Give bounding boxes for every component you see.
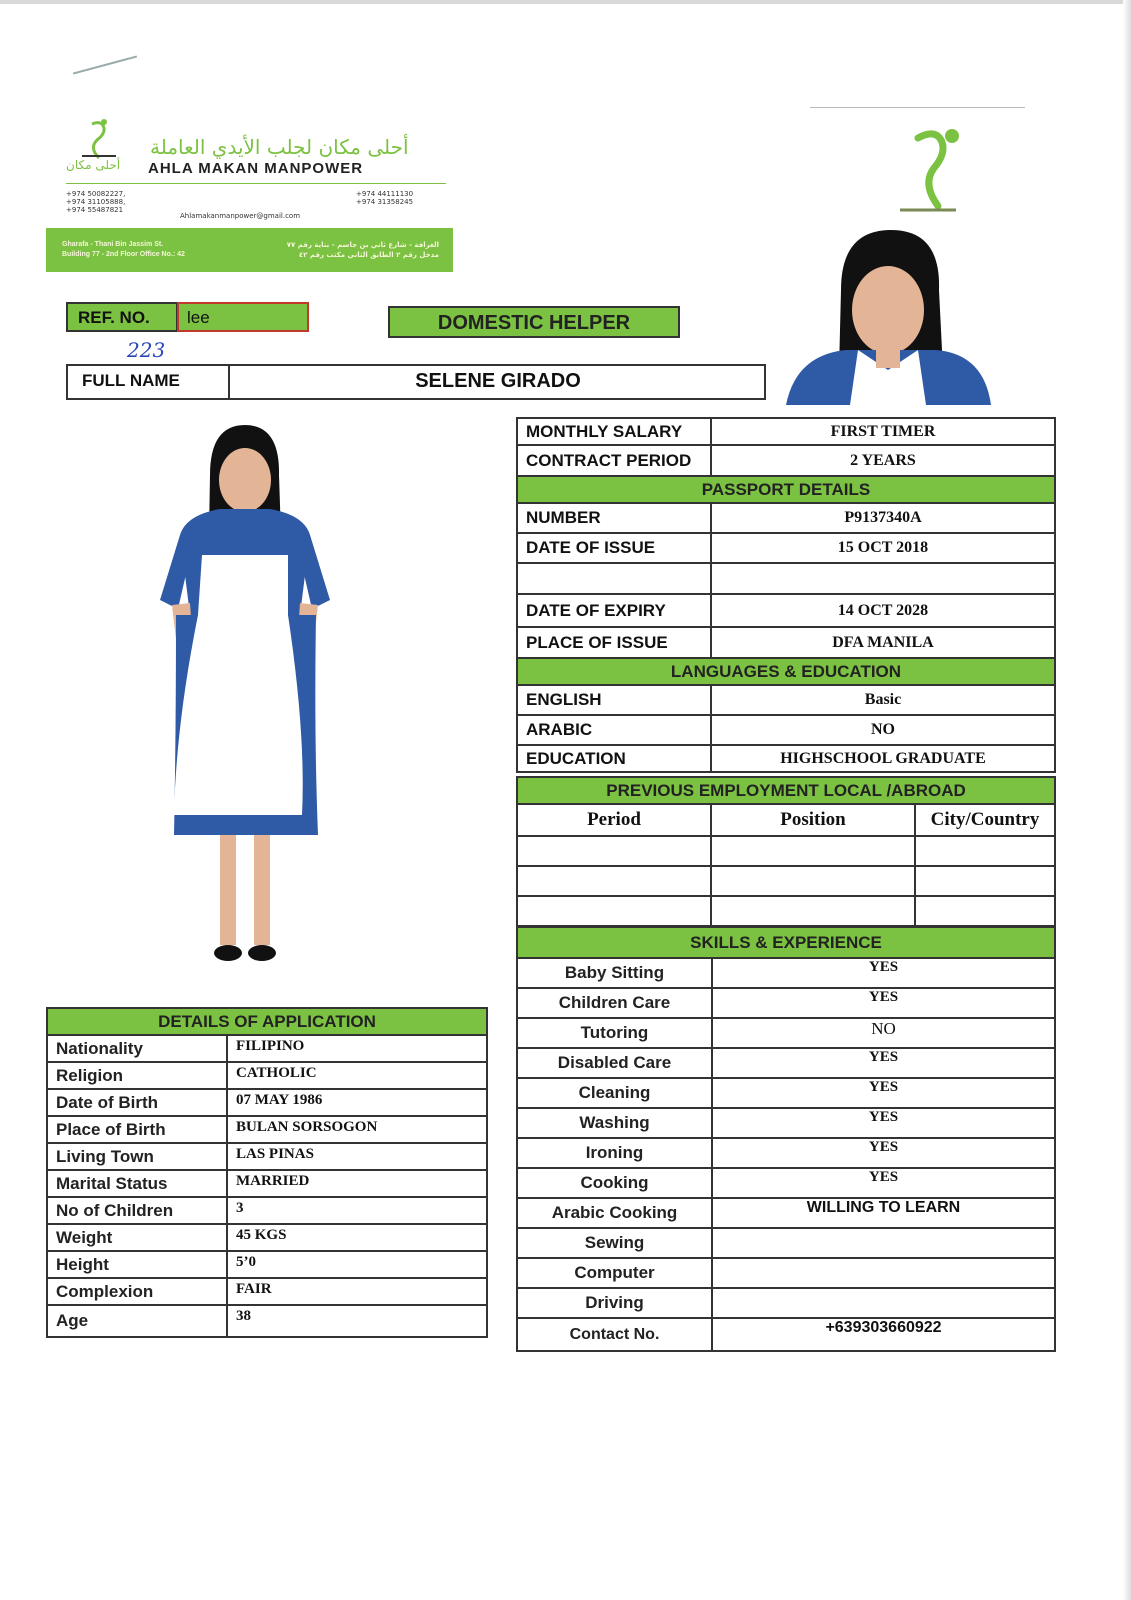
table-row xyxy=(47,1278,487,1305)
table-row xyxy=(517,715,1055,745)
table-row xyxy=(517,503,1055,533)
skill-value xyxy=(712,1228,1055,1258)
detail-value: 5’0 xyxy=(227,1251,487,1278)
empty-cell xyxy=(915,836,1055,866)
address-ar-line-1: الغرافة - شارع ثاني بن جاسم - بناية رقم ٧٧ xyxy=(286,241,439,249)
address-english xyxy=(62,240,185,260)
table-row xyxy=(517,866,1055,896)
full-name-label: FULL NAME xyxy=(82,371,180,390)
details-header: DETAILS OF APPLICATION xyxy=(47,1008,487,1035)
passport-number-value: P9137340A xyxy=(711,503,1055,533)
empty-cell xyxy=(711,866,915,896)
full-name-value: SELENE GIRADO xyxy=(415,370,581,392)
detail-label: Height xyxy=(47,1251,227,1278)
detail-value: CATHOLIC xyxy=(227,1062,487,1089)
contract-value: 2 YEARS xyxy=(711,445,1055,476)
detail-label: Marital Status xyxy=(47,1170,227,1197)
skill-label: Arabic Cooking xyxy=(517,1198,712,1228)
empty-cell xyxy=(915,866,1055,896)
table-row xyxy=(517,958,1055,988)
table-row xyxy=(517,1288,1055,1318)
education-label: EDUCATION xyxy=(517,745,711,772)
table-row xyxy=(517,745,1055,772)
table-row xyxy=(47,1116,487,1143)
company-small-arabic: أحلى مكان xyxy=(66,158,121,172)
detail-value: MARRIED xyxy=(227,1170,487,1197)
detail-label: Nationality xyxy=(47,1035,227,1062)
skill-value: YES xyxy=(712,988,1055,1018)
table-row xyxy=(517,836,1055,866)
skill-label: Children Care xyxy=(517,988,712,1018)
table-row xyxy=(517,533,1055,563)
table-row xyxy=(47,1035,487,1062)
pen-mark xyxy=(73,55,137,74)
phone-4: +974 44111130 xyxy=(356,190,414,198)
table-row xyxy=(517,627,1055,658)
table-row xyxy=(47,1305,487,1337)
issue-date-label: DATE OF ISSUE xyxy=(517,533,711,563)
phone-1: +974 50082227, xyxy=(66,190,126,198)
table-row xyxy=(47,1197,487,1224)
full-body-photo xyxy=(150,425,340,970)
section-header-row xyxy=(517,658,1055,685)
address-en-line-2: Building 77 - 2nd Floor Office No.: 42 xyxy=(62,251,185,258)
company-name: AHLA MAKAN MANPOWER xyxy=(148,160,364,177)
address-ar-line-2: مدخل رقم ٢ الطابق الثاني مكتب رقم ٤٢ xyxy=(298,251,439,259)
section-header-row xyxy=(517,927,1055,958)
table-row xyxy=(517,1168,1055,1198)
skill-label: Sewing xyxy=(517,1228,712,1258)
issue-place-value: DFA MANILA xyxy=(711,627,1055,658)
phone-5: +974 31358245 xyxy=(356,198,414,206)
skill-label: Disabled Care xyxy=(517,1048,712,1078)
table-row xyxy=(517,418,1055,445)
salary-value: FIRST TIMER xyxy=(711,418,1055,445)
detail-label: Religion xyxy=(47,1062,227,1089)
skill-value: YES xyxy=(712,958,1055,988)
skills-header: SKILLS & EXPERIENCE xyxy=(517,927,1055,958)
table-row xyxy=(47,1224,487,1251)
table-row xyxy=(517,594,1055,627)
skill-label: Cleaning xyxy=(517,1078,712,1108)
detail-value: FAIR xyxy=(227,1278,487,1305)
section-header-row xyxy=(517,476,1055,503)
ref-value-box xyxy=(177,302,309,332)
skill-label: Baby Sitting xyxy=(517,958,712,988)
table-row xyxy=(517,1078,1055,1108)
detail-value: FILIPINO xyxy=(227,1035,487,1062)
company-name-arabic: أحلى مكان لجلب الأيدي العاملة xyxy=(150,135,409,159)
ref-label: REF. NO. xyxy=(78,308,150,327)
passport-header: PASSPORT DETAILS xyxy=(517,476,1055,503)
employment-table xyxy=(516,776,1056,927)
job-title: DOMESTIC HELPER xyxy=(437,312,631,334)
employment-header: PREVIOUS EMPLOYMENT LOCAL /ABROAD xyxy=(517,777,1055,804)
portrait-photo xyxy=(786,230,991,405)
skill-label: Ironing xyxy=(517,1138,712,1168)
skill-label: Tutoring xyxy=(517,1018,712,1048)
ref-label-box xyxy=(66,302,178,332)
english-label: ENGLISH xyxy=(517,685,711,715)
job-passport-table xyxy=(516,417,1056,773)
phones-right xyxy=(356,190,413,206)
table-row xyxy=(517,1108,1055,1138)
contact-value: +639303660922 xyxy=(712,1318,1055,1351)
arabic-value: NO xyxy=(711,715,1055,745)
detail-label: No of Children xyxy=(47,1197,227,1224)
english-value: Basic xyxy=(711,685,1055,715)
address-en-line-1: Gharafa - Thani Bin Jassim St. xyxy=(62,241,164,248)
section-header-row xyxy=(517,777,1055,804)
phones-left xyxy=(66,190,125,214)
scan-right-edge xyxy=(1123,0,1131,1600)
full-name-label-cell xyxy=(68,366,230,398)
skill-value: YES xyxy=(712,1168,1055,1198)
company-email: Ahlamakanmanpower@gmail.com xyxy=(180,212,301,220)
divider-line xyxy=(810,107,1025,108)
details-table xyxy=(46,1007,488,1338)
phone-3: +974 55487821 xyxy=(66,206,124,214)
header-rule xyxy=(66,183,446,184)
brand-figure-icon xyxy=(900,126,980,221)
issue-place-label: PLACE OF ISSUE xyxy=(517,627,711,658)
detail-value: 07 MAY 1986 xyxy=(227,1089,487,1116)
detail-label: Age xyxy=(47,1305,227,1337)
empty-cell xyxy=(711,896,915,926)
table-row xyxy=(517,445,1055,476)
salary-label: MONTHLY SALARY xyxy=(517,418,711,445)
skills-table xyxy=(516,926,1056,1352)
detail-label: Weight xyxy=(47,1224,227,1251)
col-position: Position xyxy=(711,804,915,836)
detail-value: LAS PINAS xyxy=(227,1143,487,1170)
skill-label: Washing xyxy=(517,1108,712,1138)
empty-cell xyxy=(517,836,711,866)
scan-top-edge xyxy=(0,0,1131,4)
table-row xyxy=(47,1062,487,1089)
skill-label: Cooking xyxy=(517,1168,712,1198)
detail-value: BULAN SORSOGON xyxy=(227,1116,487,1143)
detail-value: 38 xyxy=(227,1305,487,1337)
table-row xyxy=(47,1143,487,1170)
job-title-box xyxy=(388,306,680,338)
expiry-date-value: 14 OCT 2028 xyxy=(711,594,1055,627)
contract-label: CONTRACT PERIOD xyxy=(517,445,711,476)
table-row xyxy=(517,1048,1055,1078)
ref-handwritten: 223 xyxy=(127,338,166,362)
languages-header: LANGUAGES & EDUCATION xyxy=(517,658,1055,685)
empty-cell xyxy=(517,866,711,896)
detail-value: 45 KGS xyxy=(227,1224,487,1251)
table-row xyxy=(517,563,1055,594)
empty-cell xyxy=(711,836,915,866)
empty-cell xyxy=(915,896,1055,926)
skill-value: YES xyxy=(712,1108,1055,1138)
arabic-label: ARABIC xyxy=(517,715,711,745)
col-period: Period xyxy=(517,804,711,836)
skill-label: Driving xyxy=(517,1288,712,1318)
skill-value: YES xyxy=(712,1138,1055,1168)
table-row xyxy=(517,896,1055,926)
table-row xyxy=(517,1198,1055,1228)
detail-label: Place of Birth xyxy=(47,1116,227,1143)
issue-date-value: 15 OCT 2018 xyxy=(711,533,1055,563)
skill-value: YES xyxy=(712,1048,1055,1078)
expiry-date-label: DATE OF EXPIRY xyxy=(517,594,711,627)
full-name-row xyxy=(66,364,766,400)
address-arabic xyxy=(287,240,439,260)
table-row xyxy=(517,1258,1055,1288)
skill-label: Computer xyxy=(517,1258,712,1288)
table-row xyxy=(517,804,1055,836)
table-row xyxy=(517,1018,1055,1048)
table-row xyxy=(47,1170,487,1197)
detail-value: 3 xyxy=(227,1197,487,1224)
detail-label: Date of Birth xyxy=(47,1089,227,1116)
empty-cell xyxy=(517,563,711,594)
ref-value: lee xyxy=(187,308,210,327)
table-row xyxy=(517,1318,1055,1351)
education-value: HIGHSCHOOL GRADUATE xyxy=(711,745,1055,772)
contact-label: Contact No. xyxy=(517,1318,712,1351)
table-row xyxy=(47,1251,487,1278)
address-bar xyxy=(46,228,453,272)
empty-cell xyxy=(711,563,1055,594)
skill-value: WILLING TO LEARN xyxy=(712,1198,1055,1228)
table-row xyxy=(47,1089,487,1116)
phone-2: +974 31105888, xyxy=(66,198,126,206)
col-city: City/Country xyxy=(915,804,1055,836)
detail-label: Living Town xyxy=(47,1143,227,1170)
table-row xyxy=(517,685,1055,715)
passport-number-label: NUMBER xyxy=(517,503,711,533)
table-row xyxy=(517,1138,1055,1168)
skill-value: YES xyxy=(712,1078,1055,1108)
table-row xyxy=(517,1228,1055,1258)
detail-label: Complexion xyxy=(47,1278,227,1305)
skill-value xyxy=(712,1258,1055,1288)
skill-value: NO xyxy=(712,1018,1055,1048)
empty-cell xyxy=(517,896,711,926)
skill-value xyxy=(712,1288,1055,1318)
section-header-row xyxy=(47,1008,487,1035)
table-row xyxy=(517,988,1055,1018)
